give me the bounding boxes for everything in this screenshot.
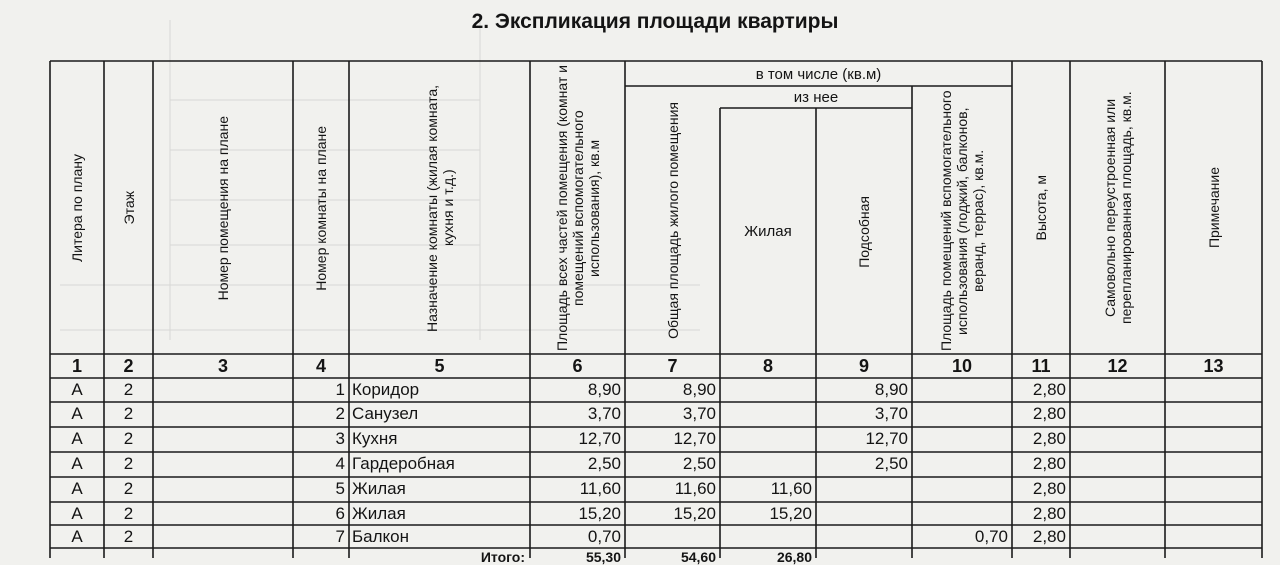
- totals-label: Итого:: [480, 549, 525, 565]
- table-cell: [816, 502, 912, 526]
- table-cell: 3,70: [682, 404, 716, 423]
- table-cell: [1165, 452, 1262, 476]
- header-subgroup-of-it: из нее: [793, 89, 839, 106]
- table-cell: [1070, 378, 1165, 402]
- table-cell: 2,80: [1032, 504, 1066, 523]
- table-cell: [153, 452, 293, 476]
- col-number-8: 8: [762, 355, 773, 376]
- col-number-4: 4: [315, 355, 326, 376]
- table-cell: А: [71, 504, 83, 523]
- table-cell: 15,20: [673, 504, 716, 523]
- table-cell: 7: [335, 527, 345, 546]
- table-cell: [1070, 452, 1165, 476]
- table-cell: А: [71, 479, 83, 498]
- table-cell: 4: [335, 454, 345, 473]
- table-cell: [912, 378, 1012, 402]
- table-cell: 2,50: [682, 454, 716, 473]
- table-cell: [1165, 402, 1262, 426]
- header-floor: Этаж: [120, 191, 137, 225]
- table-cell: [153, 378, 293, 402]
- table-cell: [153, 427, 293, 451]
- table-cell: [625, 525, 720, 549]
- table-cell: Санузел: [352, 404, 419, 423]
- table-cell: 8,90: [587, 380, 621, 399]
- table-cell: [816, 525, 912, 549]
- table-cell: Гардеробная: [352, 454, 455, 473]
- table-cell: А: [71, 454, 83, 473]
- table-cell: 2: [123, 454, 134, 473]
- table-cell: [153, 402, 293, 426]
- totals-living: 26,80: [776, 549, 812, 565]
- table-cell: [1070, 502, 1165, 526]
- header-note: Примечание: [1205, 167, 1222, 249]
- table-cell: 2,80: [1032, 429, 1066, 448]
- table-cell: 5: [335, 479, 345, 498]
- table-cell: 0,70: [587, 527, 621, 546]
- table-cell: [1165, 477, 1262, 501]
- table-cell: [153, 525, 293, 549]
- table-cell: 8,90: [682, 380, 716, 399]
- table-cell: [720, 402, 816, 426]
- table-cell: Коридор: [352, 380, 420, 399]
- table-cell: 12,70: [865, 429, 908, 448]
- header-room-purpose: Назначение комнаты (жилая комната, кухня и т.д.): [423, 84, 456, 332]
- table-cell: 11,60: [674, 479, 716, 498]
- header-living: Жилая: [744, 222, 792, 240]
- table-cell: 2,80: [1032, 380, 1066, 399]
- table-cell: [1070, 525, 1165, 549]
- header-height: Высота, м: [1033, 175, 1049, 241]
- table-cell: 2: [123, 429, 134, 448]
- col-number-12: 12: [1107, 355, 1128, 376]
- table-cell: [1070, 402, 1165, 426]
- table-cell: 2,50: [587, 454, 621, 473]
- table-cell: [720, 427, 816, 451]
- table-cell: [912, 452, 1012, 476]
- table-cell: 2: [123, 380, 134, 399]
- table-cell: Жилая: [352, 504, 406, 523]
- table-cell: 15,20: [578, 504, 621, 523]
- table-cell: А: [71, 527, 83, 546]
- table-cell: [912, 502, 1012, 526]
- table-cell: [720, 378, 816, 402]
- table-cell: [816, 477, 912, 501]
- table-cell: 12,70: [578, 429, 621, 448]
- table-cell: 6: [335, 504, 345, 523]
- table-cell: 2,80: [1032, 527, 1066, 546]
- table-cell: 2,80: [1032, 454, 1066, 473]
- header-premises-number: Номер помещения на плане: [215, 115, 231, 301]
- table-cell: [912, 477, 1012, 501]
- table-cell: 3,70: [587, 404, 621, 423]
- col-number-6: 6: [572, 355, 583, 376]
- col-number-13: 13: [1203, 355, 1224, 376]
- header-total-living-area: Общая площадь жилого помещения: [664, 102, 681, 339]
- table-cell: [1165, 427, 1262, 451]
- col-number-10: 10: [951, 355, 973, 376]
- table-cell: 2: [335, 404, 345, 423]
- table-cell: [720, 452, 816, 476]
- table-cell: 15,20: [769, 504, 812, 523]
- table-cell: 2: [123, 479, 134, 498]
- table-cell: [1165, 525, 1262, 549]
- page-title: 2. Экспликация площади квартиры: [471, 10, 839, 33]
- table-cell: [153, 477, 293, 501]
- header-unauthorized-area: Самовольно переустроенная или перепланированная площадь, кв.м.: [1101, 91, 1134, 325]
- col-number-2: 2: [123, 355, 134, 376]
- table-cell: [720, 525, 816, 549]
- col-number-7: 7: [667, 355, 678, 376]
- header-group-including: в том числе (кв.м): [755, 65, 882, 83]
- table-cell: А: [71, 380, 83, 399]
- header-utility: Подсобная: [856, 195, 872, 268]
- table-cell: А: [71, 429, 83, 448]
- table-cell: 11,60: [579, 479, 621, 498]
- table-cell: [912, 402, 1012, 426]
- table-cell: [1165, 502, 1262, 526]
- table-cell: 12,70: [673, 429, 716, 448]
- table-cell: Кухня: [352, 429, 398, 448]
- table-cell: 1: [335, 380, 345, 399]
- table-cell: 2: [123, 504, 134, 523]
- table-cell: А: [71, 404, 83, 423]
- header-auxiliary-area: Площадь помещений вспомогательного использования (лоджий, балконов, веранд, террас), кв.м.: [938, 90, 986, 351]
- table-cell: 3,70: [874, 404, 908, 423]
- table-cell: 11,60: [770, 479, 812, 498]
- table-cell: 2: [123, 527, 134, 546]
- table-cell: 0,70: [974, 527, 1008, 546]
- totals-total-living: 54,60: [680, 549, 716, 565]
- table-cell: 2: [123, 404, 134, 423]
- table-cell: Жилая: [352, 479, 406, 498]
- col-number-9: 9: [858, 355, 869, 376]
- table-cell: [1165, 378, 1262, 402]
- header-room-number: Номер комнаты на плане: [313, 125, 329, 291]
- header-liter: Литера по плану: [69, 153, 85, 263]
- table-cell: 8,90: [874, 380, 908, 399]
- table-cell: [1070, 427, 1165, 451]
- table-cell: 2,80: [1032, 479, 1066, 498]
- table-cell: 2,50: [874, 454, 908, 473]
- table-cell: Балкон: [352, 527, 410, 546]
- col-number-3: 3: [217, 355, 228, 376]
- totals-area-all: 55,30: [585, 549, 621, 565]
- col-number-5: 5: [434, 355, 445, 376]
- table-cell: 3: [335, 429, 345, 448]
- table-cell: 2,80: [1032, 404, 1066, 423]
- table-cell: [153, 502, 293, 526]
- col-number-1: 1: [71, 355, 82, 376]
- col-number-11: 11: [1031, 355, 1051, 376]
- table-cell: [1070, 477, 1165, 501]
- header-total-area-all-parts: Площадь всех частей помещения (комнат и помещений вспомогательного использования), кв.м: [553, 65, 602, 351]
- table-cell: [912, 427, 1012, 451]
